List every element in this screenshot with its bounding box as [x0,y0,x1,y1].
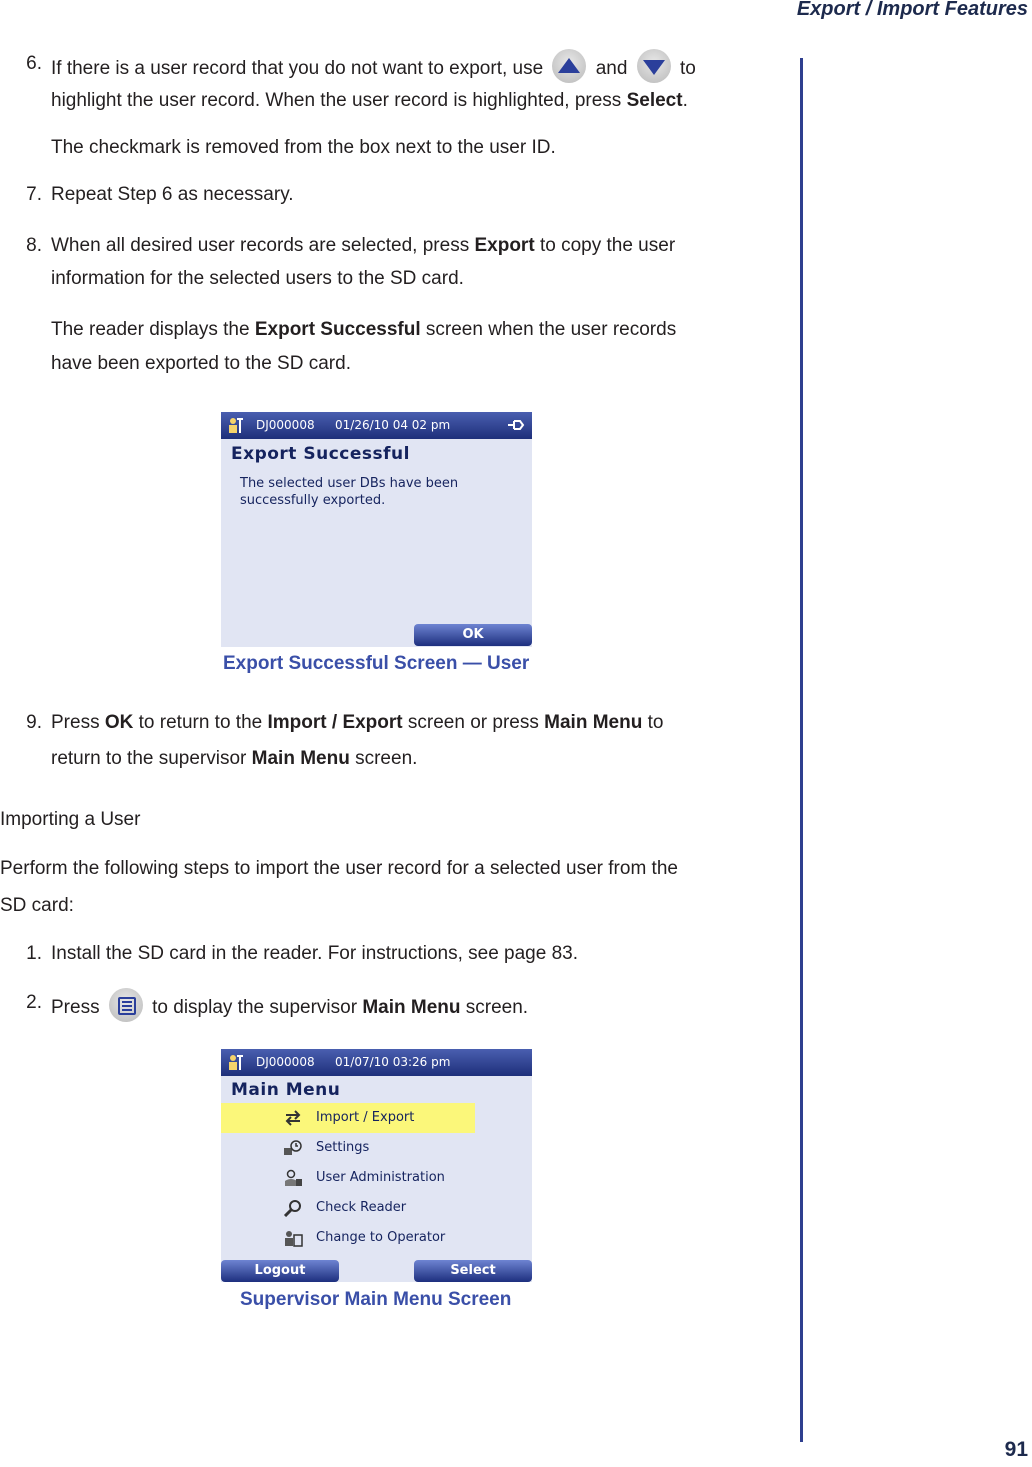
running-header: Export / Import Features [796,0,1028,20]
section-heading: Importing a User [0,809,141,830]
check-reader-icon [283,1199,303,1217]
status-bar [221,1049,532,1076]
up-arrow-button-icon [552,49,586,83]
step-8-note-line-2: have been exported to the SD card. [51,353,351,374]
supervisor-user-icon [227,416,245,434]
step-6-line-2: highlight the user record. When the user record is highlighted, press Select. [51,90,688,111]
select-button[interactable]: Select [414,1260,532,1282]
import-step-1: 1. Install the SD card in the reader. For instructions, see page 83. [26,943,579,964]
step-9-line-1: 9. Press OK to return to the Import / Export screen or press Main Menu to [26,712,664,733]
step-6-line-1: 6. If there is a user record that you do not want to export, use and to [51,52,696,86]
screen-title: Export Successful [231,444,410,464]
down-arrow-button-icon [637,49,671,83]
main-menu-screen [221,1049,532,1282]
ok-button[interactable]: OK [414,624,532,646]
intro-line-1: Perform the following steps to import the user record for a selected user from the [0,858,678,879]
export-successful-screen [221,412,532,647]
step-8-note-line-1: The reader displays the Export Successful screen when the user records [51,319,677,340]
import-step-2: 2. Press to display the supervisor Main Menu screen. [51,991,528,1025]
step-7: 7. Repeat Step 6 as necessary. [26,184,294,205]
message-line-2: successfully exported. [240,493,386,508]
page-number: 91 [1004,1438,1028,1461]
message-line-1: The selected user DBs have been [240,476,459,491]
change-operator-icon [283,1229,303,1247]
step-8-line-1: 8. When all desired user records are selected, press Export to copy the user [26,235,676,256]
user-admin-icon [283,1169,303,1187]
figure-caption-export: Export Successful Screen — User [223,653,530,674]
user-id: DJ000008 [256,1055,315,1069]
step-6-note: The checkmark is removed from the box next to the user ID. [51,137,556,158]
margin-rule [800,58,803,1442]
figure-caption-main-menu: Supervisor Main Menu Screen [240,1289,512,1310]
menu-item-check-reader[interactable]: Check Reader [221,1193,475,1223]
date-time: 01/26/10 04 02 pm [335,418,451,432]
menu-item-change-to-operator[interactable]: Change to Operator [221,1223,475,1253]
screen-title: Main Menu [231,1080,341,1100]
status-bar [221,412,532,439]
sd-card-icon [506,417,526,433]
settings-icon [283,1139,303,1157]
supervisor-user-icon [227,1053,245,1071]
menu-item-import-export[interactable]: Import / Export [221,1103,475,1133]
menu-item-settings[interactable]: Settings [221,1133,475,1163]
menu-item-user-administration[interactable]: User Administration [221,1163,475,1193]
step-9-line-2: return to the supervisor Main Menu screen. [51,748,418,769]
import-export-icon [283,1109,303,1127]
logout-button[interactable]: Logout [221,1260,339,1282]
user-id: DJ000008 [256,418,315,432]
date-time: 01/07/10 03:26 pm [335,1055,451,1069]
step-number: 6. [26,53,42,74]
step-8-line-2: information for the selected users to the SD card. [51,268,464,289]
main-menu-button-icon [109,988,143,1022]
intro-line-2: SD card: [0,895,74,916]
